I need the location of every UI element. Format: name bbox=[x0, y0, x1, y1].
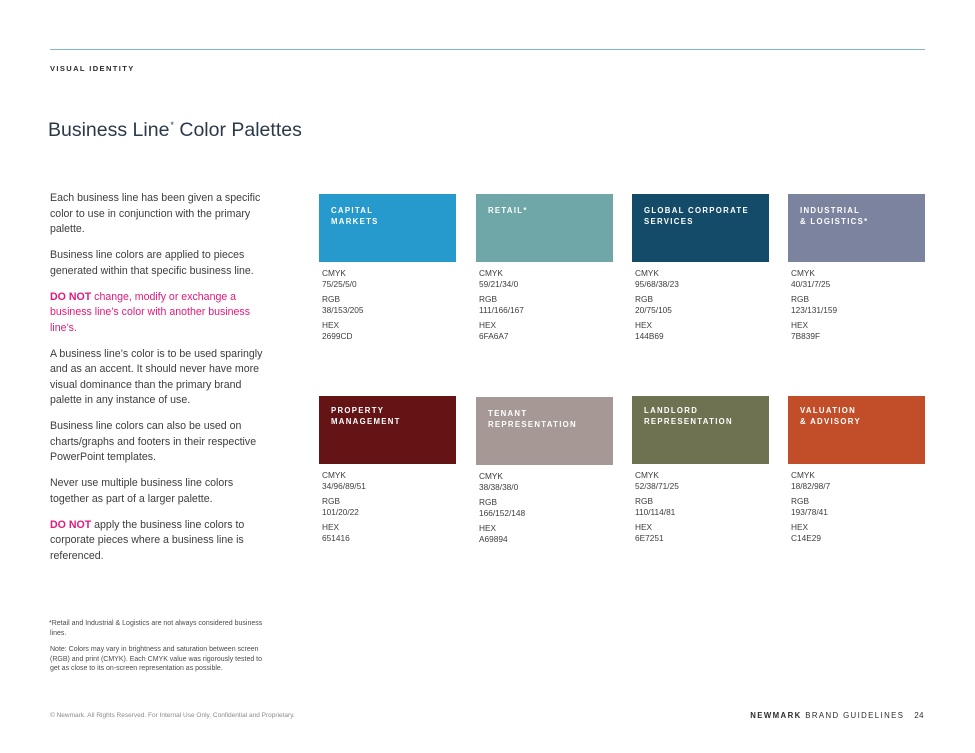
cmyk-value: 34/96/89/51 bbox=[322, 480, 366, 491]
cmyk-label: CMYK bbox=[791, 268, 815, 278]
color-specs bbox=[319, 268, 456, 341]
footnote-color-note: Note: Colors may vary in brightness and saturation between screen (RGB) and print (CMYK). Each CMYK value was rigorously tested to get as close to its on-screen representation as possible. bbox=[50, 646, 263, 673]
cmyk-label: CMYK bbox=[322, 268, 346, 278]
cmyk-label: CMYK bbox=[479, 268, 503, 278]
color-specs bbox=[632, 268, 769, 341]
hex-label: HEX bbox=[479, 523, 497, 533]
cmyk-label: CMYK bbox=[322, 470, 346, 480]
rgb-value: 101/20/22 bbox=[322, 506, 359, 517]
rgb-value: 110/114/81 bbox=[635, 506, 676, 517]
hex-value: 2699CD bbox=[322, 330, 353, 341]
swatch-global-corporate-services bbox=[632, 194, 769, 346]
rgb-label: RGB bbox=[791, 294, 809, 304]
warning-strong-2: DO NOT bbox=[50, 518, 92, 531]
cmyk-value: 40/31/7/25 bbox=[791, 278, 831, 289]
color-swatch bbox=[788, 396, 925, 464]
warning-strong-1: DO NOT bbox=[50, 290, 92, 303]
rgb-value: 38/153/205 bbox=[322, 304, 364, 315]
hex-value: 651416 bbox=[322, 532, 350, 543]
title-asterisk: * bbox=[170, 120, 174, 130]
warning-text-1: change, modify or exchange a business line’s color with another business line’s. bbox=[50, 290, 251, 334]
hex-value: 7B839F bbox=[791, 330, 821, 341]
rgb-label: RGB bbox=[635, 496, 653, 506]
guide-name: BRAND GUIDELINES bbox=[805, 711, 905, 720]
color-specs bbox=[632, 470, 769, 543]
footnote-1-text: Retail and Industrial & Logistics are not always considered business lines. bbox=[50, 620, 263, 637]
rgb-label: RGB bbox=[479, 294, 497, 304]
rgb-value: 20/75/105 bbox=[635, 304, 672, 315]
color-swatch bbox=[632, 396, 769, 464]
swatch-landlord-representation bbox=[632, 396, 769, 548]
swatch-property-management bbox=[319, 396, 456, 548]
cmyk-value: 38/38/38/0 bbox=[479, 481, 519, 492]
hex-value: C14E29 bbox=[791, 532, 821, 543]
warning-paragraph-2 bbox=[50, 518, 265, 565]
footnote-asterisk: * bbox=[49, 620, 52, 627]
swatch-tenant-representation bbox=[476, 397, 613, 549]
rgb-value: 111/166/167 bbox=[479, 304, 524, 315]
brand-name: NEWMARK bbox=[750, 711, 802, 720]
cmyk-value: 75/25/5/0 bbox=[322, 278, 357, 289]
cmyk-label: CMYK bbox=[791, 470, 815, 480]
color-specs bbox=[319, 470, 456, 543]
color-swatch bbox=[632, 194, 769, 262]
hex-value: A69894 bbox=[479, 533, 508, 544]
rgb-label: RGB bbox=[322, 294, 340, 304]
swatch-label: RETAIL* bbox=[488, 206, 528, 215]
hex-label: HEX bbox=[791, 522, 809, 532]
warning-paragraph-1 bbox=[50, 290, 265, 337]
color-specs bbox=[476, 471, 613, 544]
color-swatch bbox=[319, 396, 456, 464]
intro-paragraph-2: Business line colors are applied to pieces generated within that specific business line. bbox=[50, 249, 254, 277]
footer-brand bbox=[750, 711, 924, 720]
swatch-capital-markets bbox=[319, 194, 456, 346]
rgb-value: 123/131/159 bbox=[791, 304, 838, 315]
rgb-label: RGB bbox=[322, 496, 340, 506]
swatch-label: TENANT REPRESENTATION bbox=[488, 409, 577, 429]
footnotes bbox=[45, 619, 270, 674]
title-rest: Color Palettes bbox=[173, 119, 302, 141]
copyright-notice: © Newmark. All Rights Reserved. For Internal Use Only. Confidential and Proprietary. bbox=[50, 712, 295, 719]
swatch-label: CAPITAL MARKETS bbox=[331, 206, 379, 226]
hex-value: 144B69 bbox=[635, 330, 664, 341]
hex-label: HEX bbox=[635, 320, 653, 330]
rgb-value: 193/78/41 bbox=[791, 506, 828, 517]
swatch-valuation-advisory bbox=[788, 396, 925, 548]
rgb-value: 166/152/148 bbox=[479, 507, 526, 518]
hex-label: HEX bbox=[635, 522, 653, 532]
rgb-label: RGB bbox=[635, 294, 653, 304]
cmyk-value: 52/38/71/25 bbox=[635, 480, 679, 491]
rgb-label: RGB bbox=[791, 496, 809, 506]
title-main: Business Line bbox=[48, 119, 170, 141]
hex-label: HEX bbox=[479, 320, 497, 330]
intro-text bbox=[50, 191, 265, 575]
hex-label: HEX bbox=[322, 320, 340, 330]
color-swatch bbox=[476, 194, 613, 262]
intro-paragraph-1: Each business line has been given a specific color to use in conjunction with the primary palette. bbox=[50, 192, 261, 235]
swatch-retail bbox=[476, 194, 613, 346]
cmyk-value: 95/68/38/23 bbox=[635, 278, 679, 289]
section-label: VISUAL IDENTITY bbox=[50, 64, 135, 73]
swatch-industrial-logistics bbox=[788, 194, 925, 346]
swatch-label: LANDLORD REPRESENTATION bbox=[644, 406, 733, 426]
color-swatch bbox=[788, 194, 925, 262]
hex-label: HEX bbox=[791, 320, 809, 330]
color-swatch bbox=[476, 397, 613, 465]
cmyk-label: CMYK bbox=[479, 471, 503, 481]
intro-paragraph-6: Never use multiple business line colors together as part of a larger palette. bbox=[50, 477, 234, 505]
cmyk-label: CMYK bbox=[635, 470, 659, 480]
top-divider bbox=[50, 49, 925, 50]
cmyk-label: CMYK bbox=[635, 268, 659, 278]
color-swatch bbox=[319, 194, 456, 262]
cmyk-value: 59/21/34/0 bbox=[479, 278, 519, 289]
page-number: 24 bbox=[914, 711, 924, 720]
intro-paragraph-4: A business line’s color is to be used sparingly and as an accent. It should never have more visual dominance than the primary brand palette in any instance of use. bbox=[50, 347, 263, 406]
color-specs bbox=[788, 268, 925, 341]
swatch-label: VALUATION & ADVISORY bbox=[800, 406, 861, 426]
rgb-label: RGB bbox=[479, 497, 497, 507]
hex-value: 6FA6A7 bbox=[479, 330, 509, 341]
swatch-label: INDUSTRIAL & LOGISTICS* bbox=[800, 206, 869, 226]
warning-text-2: apply the business line colors to corporate pieces where a business line is referenced. bbox=[50, 518, 245, 562]
cmyk-value: 18/82/98/7 bbox=[791, 480, 831, 491]
swatch-label: GLOBAL CORPORATE SERVICES bbox=[644, 206, 749, 226]
page-title bbox=[48, 119, 302, 142]
hex-label: HEX bbox=[322, 522, 340, 532]
color-specs bbox=[788, 470, 925, 543]
footnote-business-lines bbox=[45, 619, 270, 638]
intro-paragraph-5: Business line colors can also be used on charts/graphs and footers in their respective PowerPoint templates. bbox=[50, 420, 257, 463]
swatch-label: PROPERTY MANAGEMENT bbox=[331, 406, 401, 426]
color-specs bbox=[476, 268, 613, 341]
hex-value: 6E7251 bbox=[635, 532, 664, 543]
